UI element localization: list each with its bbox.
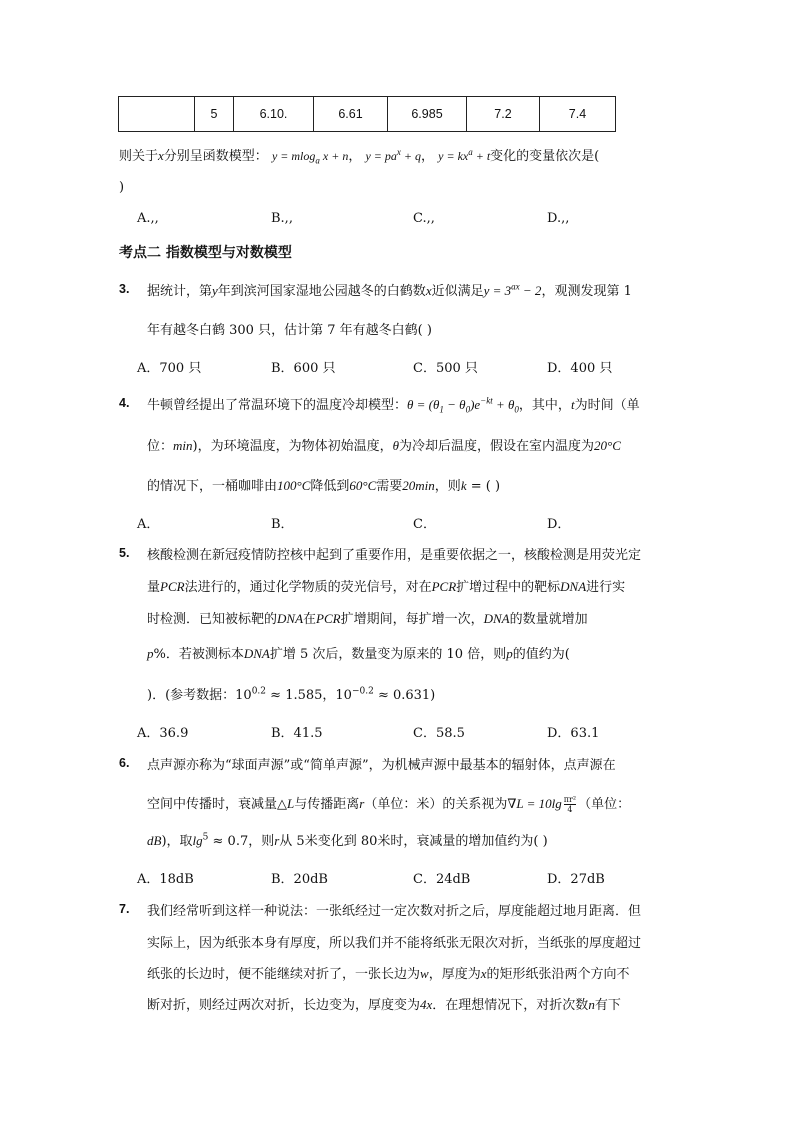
table-cell: 5 xyxy=(195,97,234,132)
data-table xyxy=(118,96,616,132)
q4-option-d[interactable]: D． xyxy=(547,517,571,532)
q3-option-d[interactable]: D．400 只 xyxy=(547,361,613,376)
q5-option-c[interactable]: C．58.5 xyxy=(413,726,465,741)
table-cell: 6.985 xyxy=(388,97,467,132)
q2-stem-line2: ) xyxy=(119,180,125,195)
q2-option-a[interactable]: A.,, xyxy=(137,211,159,226)
q7-stem-line4: 断对折，则经过两次对折，长边变为，厚度变为4x．在理想情况下，对折次数n有下 xyxy=(147,997,621,1013)
q2-option-c[interactable]: C.,, xyxy=(413,211,435,226)
q4-stem-line1: 牛顿曾经提出了常温环境下的温度冷却模型：$\theta = (\theta_1 - \theta_0)e^{-kt} + \theta_0$，其中，t为时间（单 xyxy=(147,395,640,415)
q5-stem-line5: )．(参考数据：$10^{0.2} \approx 1.585$，$10^{-0.2} \approx 0.631$) xyxy=(147,686,436,703)
q6-option-c[interactable]: C．24dB xyxy=(413,872,471,887)
q6-option-a[interactable]: A．18dB xyxy=(137,872,194,887)
q4-number: 4. xyxy=(119,396,130,410)
q3-stem-line2: 年有越冬白鹤 300 只，估计第 7 年有越冬白鹤( ) xyxy=(147,323,432,338)
q2-option-d[interactable]: D.,, xyxy=(547,211,570,226)
q6-stem-line2: 空间中传播时，衰减量△L与传播距离r（单位：米）的关系视为∇L = 10lg $\frac{\text{πr²}}{4}$ （单位： xyxy=(147,795,631,814)
q6-stem-line1: 点声源亦称为“球面声源”或“简单声源”，为机械声源中最基本的辐射体，点声源在 xyxy=(147,758,616,773)
table-cell: 6.61 xyxy=(314,97,388,132)
q7-number: 7. xyxy=(119,902,130,916)
table-cell: 7.2 xyxy=(467,97,540,132)
section-title: 考点二 指数模型与对数模型 xyxy=(119,245,292,261)
q4-stem-line3: 的情况下，一桶咖啡由100°C降低到60°C需要20min，则k = ( ) xyxy=(147,478,501,494)
q3-option-c[interactable]: C．500 只 xyxy=(413,361,478,376)
table-cell: 6.10. xyxy=(234,97,314,132)
q5-option-a[interactable]: A．36.9 xyxy=(137,726,189,741)
q4-option-c[interactable]: C． xyxy=(413,517,436,532)
q4-option-b[interactable]: B． xyxy=(271,517,294,532)
table-cell: 7.4 xyxy=(540,97,616,132)
q7-stem-line2: 实际上，因为纸张本身有厚度，所以我们并不能将纸张无限次对折，当纸张的厚度超过 xyxy=(147,936,642,951)
q5-option-d[interactable]: D．63.1 xyxy=(547,726,600,741)
table-row xyxy=(119,97,616,132)
q5-stem-line3: 时检测．已知被标靶的DNA在PCR扩增期间，每扩增一次，DNA的数量就增加 xyxy=(147,611,588,627)
q6-option-d[interactable]: D．27dB xyxy=(547,872,605,887)
q3-option-a[interactable]: A．700 只 xyxy=(137,361,202,376)
q2-stem-line1: 则关于x分别呈函数模型： y = mlog$_a$ x + n， $y = pa^x + q$， $y = kx^a + t$变化的变量依次是( xyxy=(119,147,600,166)
q5-option-b[interactable]: B．41.5 xyxy=(271,726,323,741)
q4-option-a[interactable]: A． xyxy=(137,517,160,532)
q5-stem-line4: p%．若被测标本DNA扩增 5 次后，数量变为原来的 10 倍，则p的值约为( xyxy=(147,646,570,662)
q3-number: 3. xyxy=(119,282,130,296)
fraction: $\frac{\text{πr²}}{4}$ xyxy=(563,795,577,814)
q6-option-b[interactable]: B．20dB xyxy=(271,872,328,887)
q5-stem-line1: 核酸检测在新冠疫情防控核中起到了重要作用，是重要依据之一，核酸检测是用荧光定 xyxy=(147,548,642,563)
q6-number: 6. xyxy=(119,756,130,770)
q3-stem-line1: 据统计，第y年到滨河国家湿地公园越冬的白鹤数x近似满足$y = 3^{ax} - 2$，观测发现第 1 xyxy=(147,281,632,299)
q7-stem-line1: 我们经常听到这样一种说法：一张纸经过一定次数对折之后，厚度能超过地月距离．但 xyxy=(147,904,642,919)
table-cell xyxy=(119,97,195,132)
q6-stem-line3: dB)，取$\lg^5 \approx 0.7$，则r从 5米变化到 80米时，衰减量的增加值约为( ) xyxy=(147,832,548,849)
q5-stem-line2: 量PCR法进行的，通过化学物质的荧光信号，对在PCR扩增过程中的靶标DNA进行实 xyxy=(147,579,626,595)
q4-stem-line2: 位：min)，为环境温度，为物体初始温度，θ为冷却后温度，假设在室内温度为20°C xyxy=(147,438,621,454)
q3-option-b[interactable]: B．600 只 xyxy=(271,361,336,376)
q7-stem-line3: 纸张的长边时，便不能继续对折了，一张长边为w，厚度为x的矩形纸张沿两个方向不 xyxy=(147,966,630,982)
q2-option-b[interactable]: B.,, xyxy=(271,211,293,226)
q5-number: 5. xyxy=(119,546,130,560)
